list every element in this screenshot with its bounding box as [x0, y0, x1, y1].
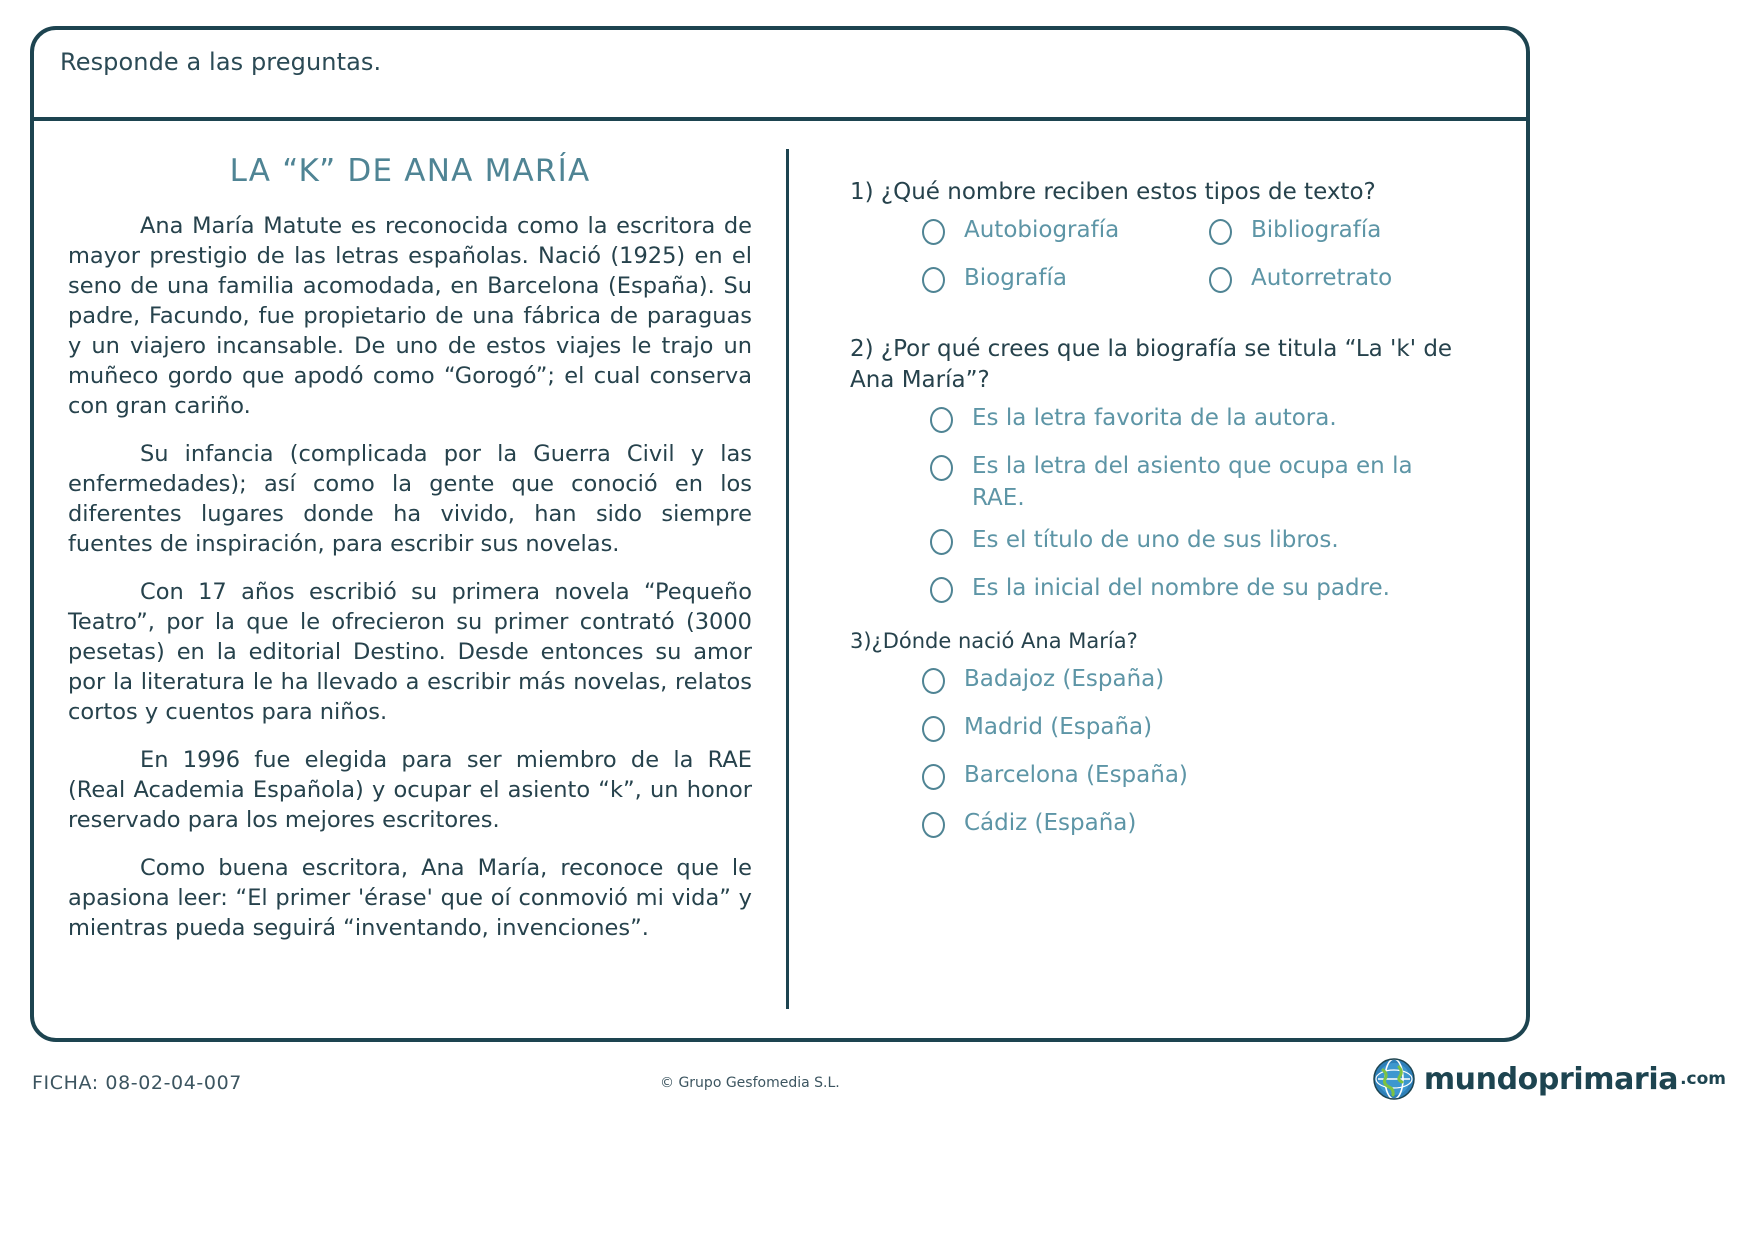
radio-button-icon[interactable] — [930, 577, 953, 603]
radio-button-icon[interactable] — [922, 716, 945, 742]
radio-button-icon[interactable] — [930, 529, 953, 555]
option-autobiografia[interactable] — [922, 214, 1209, 252]
questions-column — [786, 121, 1526, 1042]
option-label: Es el título de uno de sus libros. — [972, 527, 1339, 553]
radio-button-icon[interactable] — [930, 407, 953, 433]
globe-icon — [1373, 1058, 1415, 1100]
radio-button-icon[interactable] — [1209, 267, 1232, 293]
brand-name: mundoprimaria — [1423, 1061, 1679, 1097]
question-2-options — [930, 402, 1496, 610]
passage-paragraph: Ana María Matute es reconocida como la escritora de mayor prestigio de las letras españolas. Nació (1925) en el seno de una familia acomodada, en Barcelona (España). Su padre, Facundo, fue propietario de una fábrica de paraguas y un viajero incansable. De uno de estos viajes le trajo un muñeco gordo que apodó como “Gorogó”; el cual conserva con gran cariño. — [68, 213, 752, 419]
radio-button-icon[interactable] — [930, 455, 953, 481]
question-3 — [850, 626, 1496, 845]
option-madrid[interactable] — [922, 711, 1496, 749]
option-label: Barcelona (España) — [964, 762, 1188, 788]
radio-button-icon[interactable] — [922, 267, 945, 293]
option-label: Bibliografía — [1251, 217, 1382, 243]
question-2-text: 2) ¿Por qué crees que la biografía se titula “La 'k' de Ana María”? — [850, 336, 1453, 393]
passage-paragraph: Su infancia (complicada por la Guerra Civil y las enfermedades); así como la gente que conoció en los diferentes lugares donde ha vivido, han sido siempre fuentes de inspiración, para escribir sus novelas. — [68, 441, 752, 557]
option-label: Es la letra del asiento que ocupa en la RAE. — [972, 453, 1413, 511]
question-1-options — [922, 214, 1496, 310]
option-label: Madrid (España) — [964, 714, 1153, 740]
copyright-text: © Grupo Gesfomedia S.L. — [660, 1075, 840, 1091]
ficha-code: FICHA: 08-02-04-007 — [32, 1072, 242, 1094]
passage-column — [34, 121, 786, 1042]
question-3-options — [922, 663, 1496, 845]
option-barcelona[interactable] — [922, 759, 1496, 797]
question-3-text: 3)¿Dónde nació Ana María? — [850, 629, 1138, 653]
option-letra-favorita[interactable] — [930, 402, 1496, 440]
radio-button-icon[interactable] — [922, 219, 945, 245]
option-label: Biografía — [964, 265, 1067, 291]
page-footer — [0, 1052, 1754, 1132]
option-titulo-libro[interactable] — [930, 524, 1496, 562]
option-label: Es la letra favorita de la autora. — [972, 405, 1337, 431]
radio-button-icon[interactable] — [922, 764, 945, 790]
option-label: Autorretrato — [1251, 265, 1393, 291]
option-cadiz[interactable] — [922, 807, 1496, 845]
question-1 — [850, 177, 1496, 310]
brand-logo[interactable] — [1373, 1058, 1726, 1100]
passage-paragraph: En 1996 fue elegida para ser miembro de la RAE (Real Academia Española) y ocupar el asiento “k”, un honor reservado para los mejores escritores. — [68, 747, 752, 833]
option-label: Badajoz (España) — [964, 666, 1165, 692]
brand-tld: .com — [1680, 1069, 1726, 1089]
option-biografia[interactable] — [922, 262, 1209, 300]
option-letra-asiento-rae[interactable] — [930, 450, 1496, 514]
passage-paragraph: Con 17 años escribió su primera novela “Pequeño Teatro”, por la que le ofrecieron su primer contrató (3000 pesetas) en la editorial Destino. Desde entonces su amor por la literatura le ha llevado a escribir más novelas, relatos cortos y cuentos para niños. — [68, 579, 752, 725]
instruction-text: Responde a las preguntas. — [60, 48, 382, 76]
question-1-text: 1) ¿Qué nombre reciben estos tipos de texto? — [850, 179, 1376, 205]
passage-body — [68, 211, 752, 943]
option-badajoz[interactable] — [922, 663, 1496, 701]
passage-paragraph: Como buena escritora, Ana María, reconoce que le apasiona leer: “El primer 'érase' que oí conmovió mi vida” y mientras pueda seguirá “inventando, invenciones”. — [68, 855, 752, 941]
option-autorretrato[interactable] — [1209, 262, 1496, 300]
option-bibliografia[interactable] — [1209, 214, 1496, 252]
option-label: Autobiografía — [964, 217, 1120, 243]
instruction-bar — [34, 30, 1526, 121]
radio-button-icon[interactable] — [922, 812, 945, 838]
option-label: Es la inicial del nombre de su padre. — [972, 575, 1390, 601]
worksheet-body — [34, 121, 1526, 1042]
radio-button-icon[interactable] — [1209, 219, 1232, 245]
passage-title: LA “K” DE ANA MARÍA — [229, 153, 591, 189]
spacer — [850, 320, 1496, 334]
radio-button-icon[interactable] — [922, 668, 945, 694]
question-2 — [850, 334, 1496, 610]
option-inicial-padre[interactable] — [930, 572, 1496, 610]
option-label: Cádiz (España) — [964, 810, 1137, 836]
worksheet-frame — [30, 26, 1530, 1042]
